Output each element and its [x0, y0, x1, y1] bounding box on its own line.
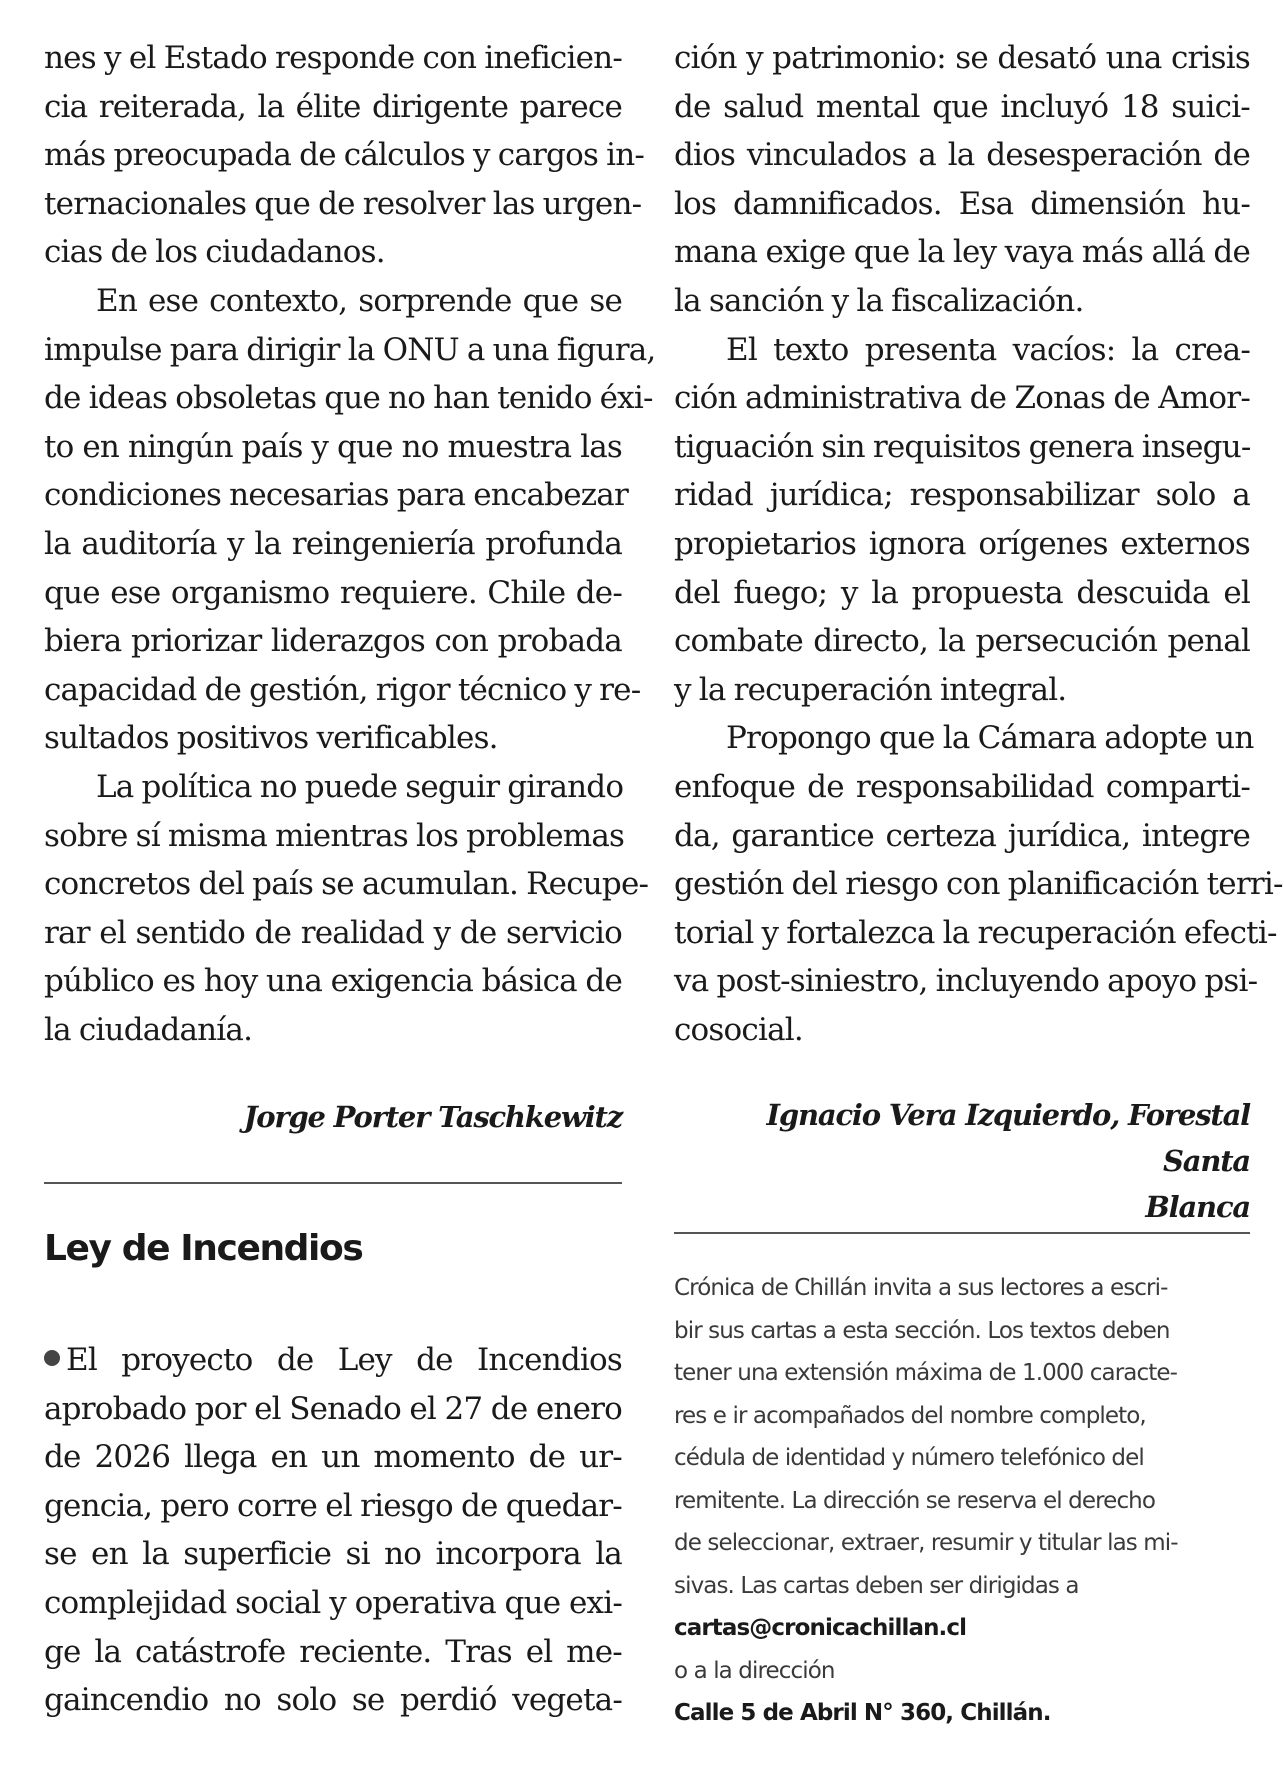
- text-line: de 2026 llega en un momento de ur-: [44, 1439, 622, 1476]
- paragraph-1: [674, 34, 1250, 326]
- signature-line: Blanca: [1145, 1190, 1250, 1225]
- text-line: tiguación sin requisitos genera insegu-: [674, 428, 1251, 465]
- email-link[interactable]: cartas@cronicachillan.cl: [674, 1615, 967, 1641]
- info-line: bir sus cartas a esta sección. Los textos deben: [674, 1317, 1170, 1344]
- info-line: remitente. La dirección se reserva el derecho: [674, 1487, 1156, 1514]
- text-line: cia reiterada, la élite dirigente parece: [44, 88, 622, 125]
- article-body-jorge-porter: [44, 34, 656, 1054]
- info-line: Crónica de Chillán invita a sus lectores a escri-: [674, 1275, 1168, 1301]
- text-line: propietarios ignora orígenes externos: [674, 525, 1250, 562]
- text-line: impulse para dirigir la ONU a una figura,: [44, 331, 656, 368]
- left-column: [44, 34, 656, 1140]
- text-line-lead: [44, 1336, 622, 1385]
- text-line: más preocupada de cálculos y cargos in-: [44, 137, 645, 174]
- letters-info-box: [674, 1267, 1234, 1735]
- author-signature: Jorge Porter Taschkewitz: [243, 1100, 622, 1135]
- info-line: tener una extensión máxima de 1.000 caracte-: [674, 1360, 1177, 1386]
- text-line: va post-siniestro, incluyendo apoyo psi-: [674, 963, 1258, 1000]
- text-line: to en ningún país y que no muestra las: [44, 428, 622, 465]
- text-line: En ese contexto, sorprende que se: [96, 282, 622, 319]
- right-column: [674, 34, 1283, 1230]
- address-intro: o a la dirección: [674, 1657, 835, 1684]
- text-line: enfoque de responsabilidad comparti-: [674, 768, 1250, 805]
- text-line: capacidad de gestión, rigor técnico y re-: [44, 671, 641, 708]
- text-line: ge la catástrofe reciente. Tras el me-: [44, 1633, 622, 1670]
- text-line: biera priorizar liderazgos con probada: [44, 623, 622, 660]
- text-line: público es hoy una exigencia básica de: [44, 963, 622, 1000]
- text-line: aprobado por el Senado el 27 de enero: [44, 1390, 622, 1427]
- text-line: La política no puede seguir girando: [96, 768, 624, 805]
- text-line: mana exige que la ley vaya más allá de: [674, 234, 1250, 271]
- text-line: del fuego; y la propuesta descuida el: [674, 574, 1250, 611]
- text-line: se en la superficie si no incorpora la: [44, 1536, 622, 1573]
- text-line: da, garantice certeza jurídica, integre: [674, 817, 1250, 854]
- text-line: Propongo que la Cámara adopte un: [726, 720, 1254, 757]
- divider: [674, 1232, 1250, 1234]
- paragraph-3: [44, 763, 649, 1055]
- text-line: ridad jurídica; responsabilizar solo a: [674, 477, 1250, 514]
- text-line: cosocial.: [674, 1011, 803, 1048]
- divider: [44, 1182, 622, 1184]
- text-line: y la recuperación integral.: [674, 671, 1067, 708]
- signature-line: Ignacio Vera Izquierdo, Forestal Santa: [766, 1098, 1250, 1179]
- info-line: de seleccionar, extraer, resumir y titular las mi-: [674, 1530, 1178, 1556]
- text-line: rar el sentido de realidad y de servicio: [44, 914, 622, 951]
- text-line: la auditoría y la reingeniería profunda: [44, 525, 622, 562]
- text-line: la sanción y la fiscalización.: [674, 282, 1084, 319]
- text-line: complejidad social y operativa que exi-: [44, 1584, 622, 1621]
- text-line: la ciudadanía.: [44, 1011, 253, 1048]
- text-line: cias de los ciudadanos.: [44, 234, 385, 271]
- text-line: sultados positivos verificables.: [44, 720, 498, 757]
- text-line: gaincendio no solo se perdió vegeta-: [44, 1682, 622, 1719]
- text-line: ción administrativa de Zonas de Amor-: [674, 380, 1250, 417]
- paragraph-2: [674, 326, 1250, 715]
- paragraph-2: [44, 277, 656, 763]
- text-line: de salud mental que incluyó 18 suici-: [674, 88, 1250, 125]
- text-line: gencia, pero corre el riesgo de quedar-: [44, 1487, 622, 1524]
- text-line: torial y fortalezca la recuperación efecti-: [674, 914, 1277, 951]
- info-line: cédula de identidad y número telefónico del: [674, 1445, 1144, 1471]
- text-line: ternacionales que de resolver las urgen-: [44, 185, 642, 222]
- text-line: sobre sí misma mientras los problemas: [44, 817, 625, 854]
- paragraph-3: [674, 714, 1283, 1054]
- info-line: sivas. Las cartas deben ser dirigidas a: [674, 1572, 1079, 1599]
- text-line: dios vinculados a la desesperación de: [674, 137, 1250, 174]
- text-line: condiciones necesarias para encabezar: [44, 477, 629, 514]
- postal-address: Calle 5 de Abril N° 360, Chillán.: [674, 1700, 1051, 1726]
- text-line: nes y el Estado responde con ineficien-: [44, 40, 622, 76]
- paragraph-1: [44, 34, 645, 277]
- info-line: res e ir acompañados del nombre completo,: [674, 1402, 1146, 1429]
- section-heading: Ley de Incendios: [44, 1228, 363, 1269]
- text-line: de ideas obsoletas que no han tenido éxi-: [44, 380, 653, 417]
- text-line: El texto presenta vacíos: la crea-: [726, 331, 1250, 368]
- lead-text: El proyecto de Ley de Incendios: [66, 1342, 622, 1378]
- text-line: concretos del país se acumulan. Recupe-: [44, 866, 649, 903]
- text-line: combate directo, la persecución penal: [674, 623, 1250, 660]
- bullet-icon: [44, 1350, 60, 1366]
- article-ley-de-incendios: [44, 1336, 622, 1725]
- text-line: que ese organismo requiere. Chile de-: [44, 574, 622, 611]
- text-line: gestión del riesgo con planificación terri-: [674, 866, 1283, 903]
- text-line: ción y patrimonio: se desató una crisis: [674, 40, 1250, 76]
- author-signature: [674, 1092, 1250, 1230]
- text-line: los damnificados. Esa dimensión hu-: [674, 185, 1250, 222]
